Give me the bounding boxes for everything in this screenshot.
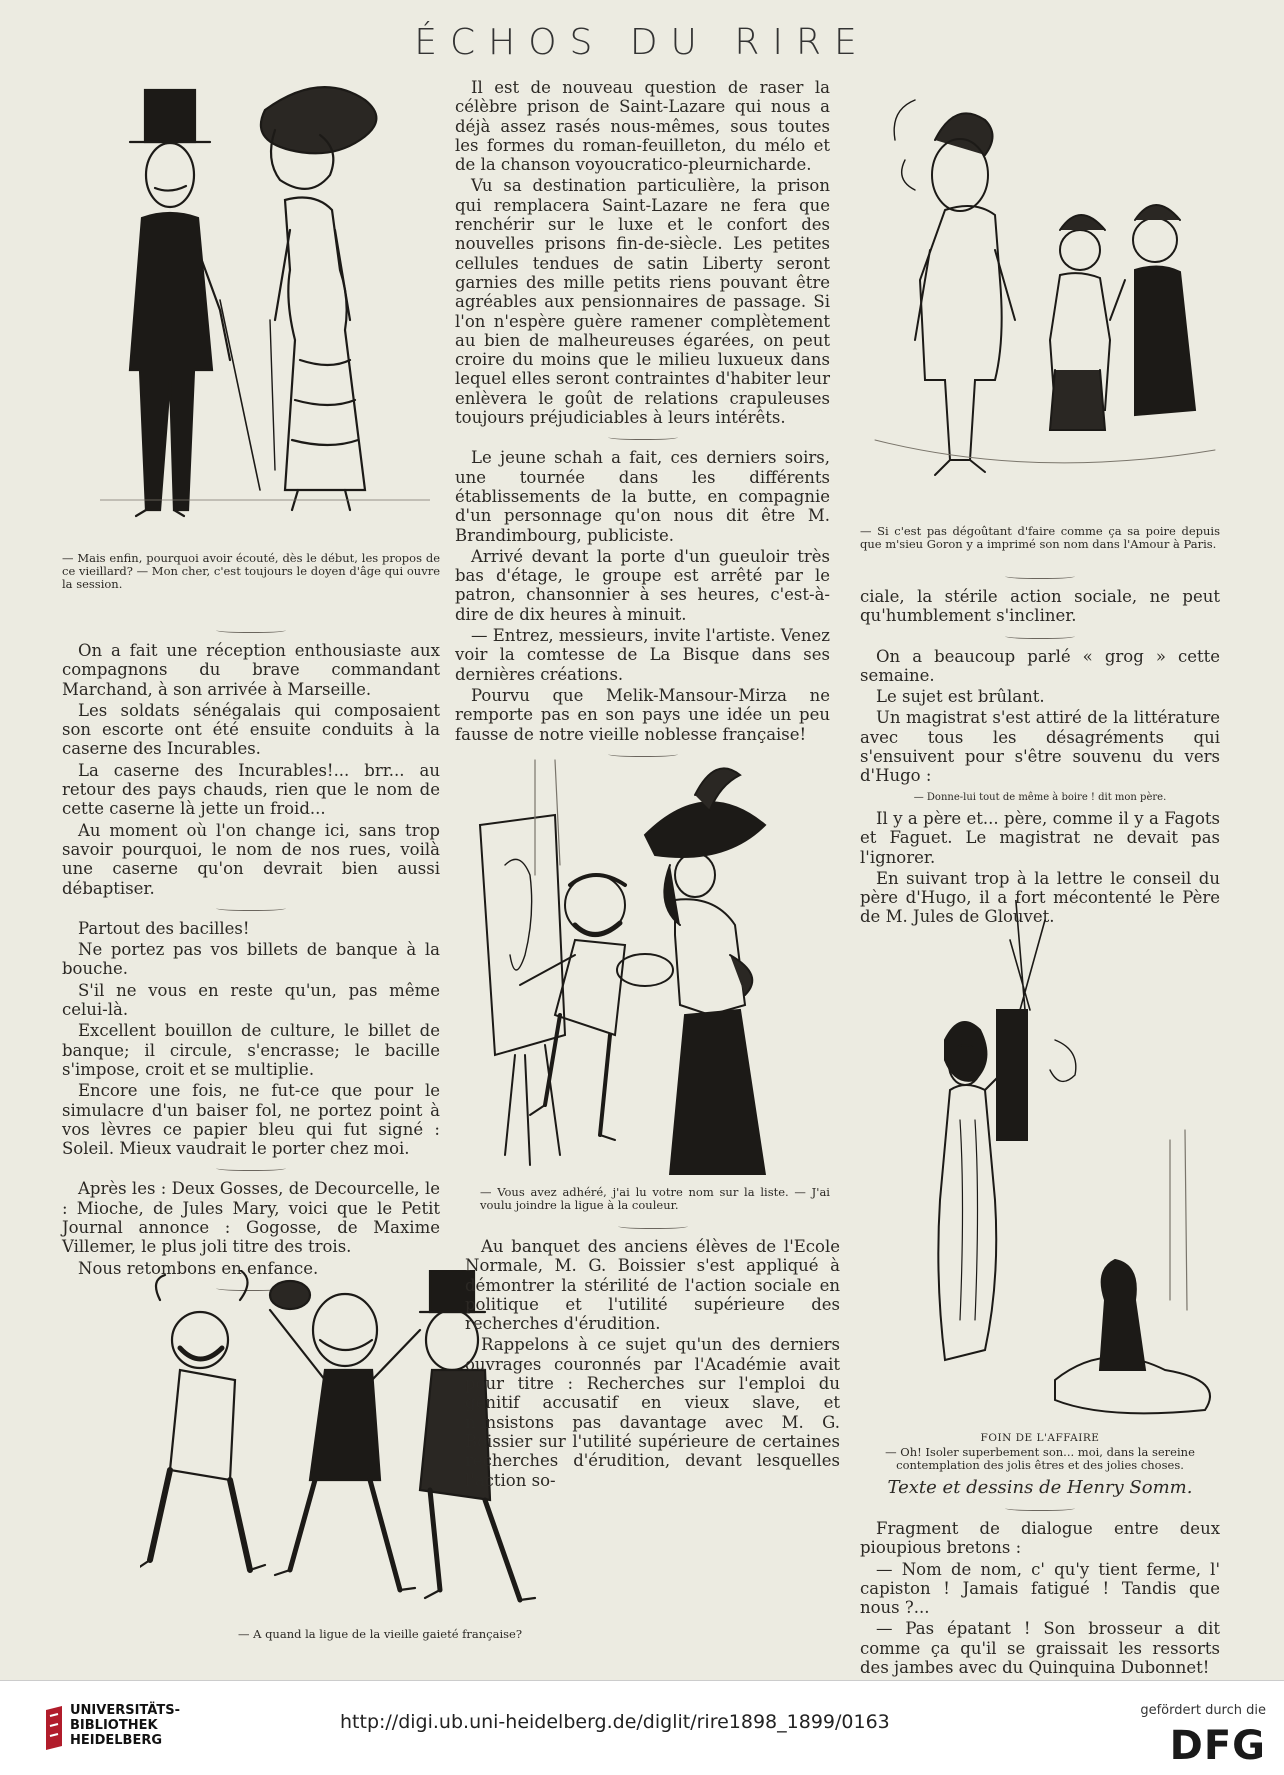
paragraph: Le sujet est brûlant. <box>876 687 1045 707</box>
paragraph: — Nom de nom, c' qu'y tient ferme, l' capiston ! Jamais fatigué ! Tandis que nous ?... <box>860 1559 1220 1618</box>
painter-illustration <box>475 755 830 1175</box>
street-illustration <box>855 80 1225 510</box>
separator <box>1005 572 1075 579</box>
separator <box>1005 1504 1075 1511</box>
separator <box>216 626 286 633</box>
dancers-caption: — A quand la ligue de la vieille gaieté française? <box>237 1627 523 1641</box>
source-url[interactable]: http://digi.ub.uni-heidelberg.de/diglit/rire1898_1899/0163 <box>340 1711 890 1733</box>
column-2-bottom <box>465 1222 840 1492</box>
paragraph: — Entrez, messieurs, invite l'artiste. Venez voir la comtesse de La Bisque dans ses dernières créations. <box>455 626 830 684</box>
column-3-bottom <box>860 1500 1220 1679</box>
paragraph: Arrivé devant la porte d'un gueuloir très bas d'étage, le groupe est arrêté par le patron, chansonnier à ses heures, c'est-à-dire de dix heures à minuit. <box>455 546 830 624</box>
separator <box>1005 632 1075 639</box>
separator <box>618 1222 688 1229</box>
paragraph: Après les : Deux Gosses, de Decourcelle, le : Mioche, de Jules Mary, voici que le Petit Journal annonce : Gogosse, de Maxime Villemer, le plus joli titre des trois. <box>62 1179 440 1257</box>
paragraph: Nous retombons en enfance. <box>78 1258 319 1278</box>
foin-title: FOIN DE L'AFFAIRE <box>980 1432 1100 1444</box>
paragraph: Fragment de dialogue entre deux pioupious bretons : <box>860 1519 1220 1558</box>
paragraph: Il est de nouveau question de raser la célèbre prison de Saint-Lazare qui nous a déjà assez rasés nous-mêmes, sous toutes les formes du roman-feuilleton, du mélo et de la chanson voyoucratico-pleurnicharde. <box>455 78 830 175</box>
paragraph: Rappelons à ce sujet qu'un des derniers ouvrages couronnés par l'Académie avait pour titre : Recherches sur l'emploi du génitif accusatif en vieux slave, et n'insistons pas davantage avec M. G. Boissier sur l'utilité supérieure de certaines recherches d'érudition, devant lesquelles l'action so- <box>465 1335 840 1490</box>
university-logo-icon <box>44 1704 66 1752</box>
column-1 <box>62 620 440 1299</box>
painter-caption: — Vous avez adhéré, j'ai lu votre nom sur la liste. — J'ai voulu joindre la ligue à la couleur. <box>480 1185 830 1212</box>
author-signature: Texte et dessins de Henry Somm. <box>887 1477 1193 1498</box>
paragraph: Le jeune schah a fait, ces derniers soirs, une tournée dans les différents établissements de la butte, en compagnie d'un personnage qu'on nous dit être M. Brandimbourg, publiciste. <box>455 448 830 545</box>
paragraph: Il y a père et... père, comme il y a Fagots et Faguet. Le magistrat ne devait pas l'ignorer. <box>860 808 1220 867</box>
footer-bar <box>0 1680 1284 1775</box>
paragraph: Les soldats sénégalais qui composaient son escorte ont été ensuite conduits à la caserne des Incurables. <box>62 700 440 759</box>
separator <box>216 1164 286 1171</box>
page-title: ÉCHOS DU RIRE <box>414 22 870 63</box>
paragraph: En suivant trop à la lettre le conseil du père d'Hugo, il a fort mécontenté le Père de M. Jules de Glouvet. <box>860 868 1220 927</box>
funded-by-label: gefördert durch die <box>1140 1703 1266 1718</box>
foin-illustration <box>905 900 1235 1420</box>
paragraph: Excellent bouillon de culture, le billet de banque; il circule, s'encrasse; le bacille s'impose, croit et se multiplie. <box>62 1021 440 1079</box>
paragraph: Ne portez pas vos billets de banque à la bouche. <box>62 940 440 979</box>
column-3-top <box>860 572 1220 929</box>
paragraph: On a fait une réception enthousiaste aux compagnons du brave commandant Marchand, à son arrivée à Marseille. <box>62 641 440 699</box>
paragraph: ciale, la stérile action sociale, ne peut qu'humblement s'incliner. <box>860 587 1220 626</box>
dfg-logo: DFG <box>1169 1723 1266 1769</box>
paragraph: — Pas épatant ! Son brosseur a dit comme ça qu'il se graissait les ressorts des jambes avec du Quinquina Dubonnet! <box>860 1619 1220 1678</box>
paragraph: Partout des bacilles! <box>78 918 250 938</box>
paragraph: La caserne des Incurables!... brr... au retour des pays chauds, rien que le nom de cette caserne là jette un froid... <box>62 760 440 819</box>
separator <box>608 433 678 440</box>
paragraph: Pourvu que Melik-Mansour-Mirza ne remporte pas en son pays une idée un peu fausse de notre vieille noblesse française! <box>455 685 830 744</box>
paragraph: On a beaucoup parlé « grog » cette semaine. <box>860 646 1220 685</box>
column-2-top <box>455 78 830 765</box>
paragraph: Au moment où l'on change ici, sans trop savoir pourquoi, le nom de nos rues, voilà une caserne qu'on devrait bien aussi débaptiser. <box>62 820 440 898</box>
paragraph: Au banquet des anciens élèves de l'Ecole Normale, M. G. Boissier s'est appliqué à démontrer la stérilité de l'action sociale en politique et l'utilité supérieure des recherches d'érudition. <box>465 1237 840 1334</box>
paragraph: S'il ne vous en reste qu'un, pas même celui-là. <box>62 980 440 1020</box>
separator <box>216 904 286 911</box>
foin-caption: — Oh! Isoler superbement son... moi, dans la sereine contemplation des jolis êtres et des jolies choses. <box>885 1445 1195 1472</box>
hugo-quote: — Donne-lui tout de même à boire ! dit mon père. <box>913 791 1167 803</box>
couple-caption: — Mais enfin, pourquoi avoir écouté, dès le début, les propos de ce vieillard? — Mon cher, c'est toujours le doyen d'âge qui ouvre la session. <box>62 551 440 591</box>
couple-illustration <box>100 70 430 540</box>
paragraph: Vu sa destination particulière, la prison qui remplacera Saint-Lazare ne fera que renchérir sur le luxe et le confort des nouvelles prisons fin-de-siècle. Les petites cellules tendues de satin Liberty seront garnies des mille petits riens pouvant être agréables aux pensionnaires de passage. Si l'on n'espère guère ramener complètement au bien de malheureuses égarées, on peut croire du moins que le milieu luxueux dans lequel elles seront contraintes d'habiter leur enlèvera le goût de relations crapuleuses toujours préjudiciables à leurs intérêts. <box>455 176 830 428</box>
street-caption: — Si c'est pas dégoûtant d'faire comme ça sa poire depuis que m'sieu Goron y a imprimé son nom dans l'Amour à Paris. <box>860 524 1220 551</box>
university-name: UNIVERSITÄTS- BIBLIOTHEK HEIDELBERG <box>70 1703 180 1748</box>
paragraph: Encore une fois, ne fut-ce que pour le simulacre d'un baiser fol, ne portez point à vos lèvres ce papier bleu qui fut signé : Soleil. Mieux vaudrait le porter chez moi. <box>62 1081 440 1159</box>
paragraph: Un magistrat s'est attiré de la littérature avec tous les désagréments qui s'ensuivent pour s'être souvenu du vers d'Hugo : <box>860 708 1220 786</box>
